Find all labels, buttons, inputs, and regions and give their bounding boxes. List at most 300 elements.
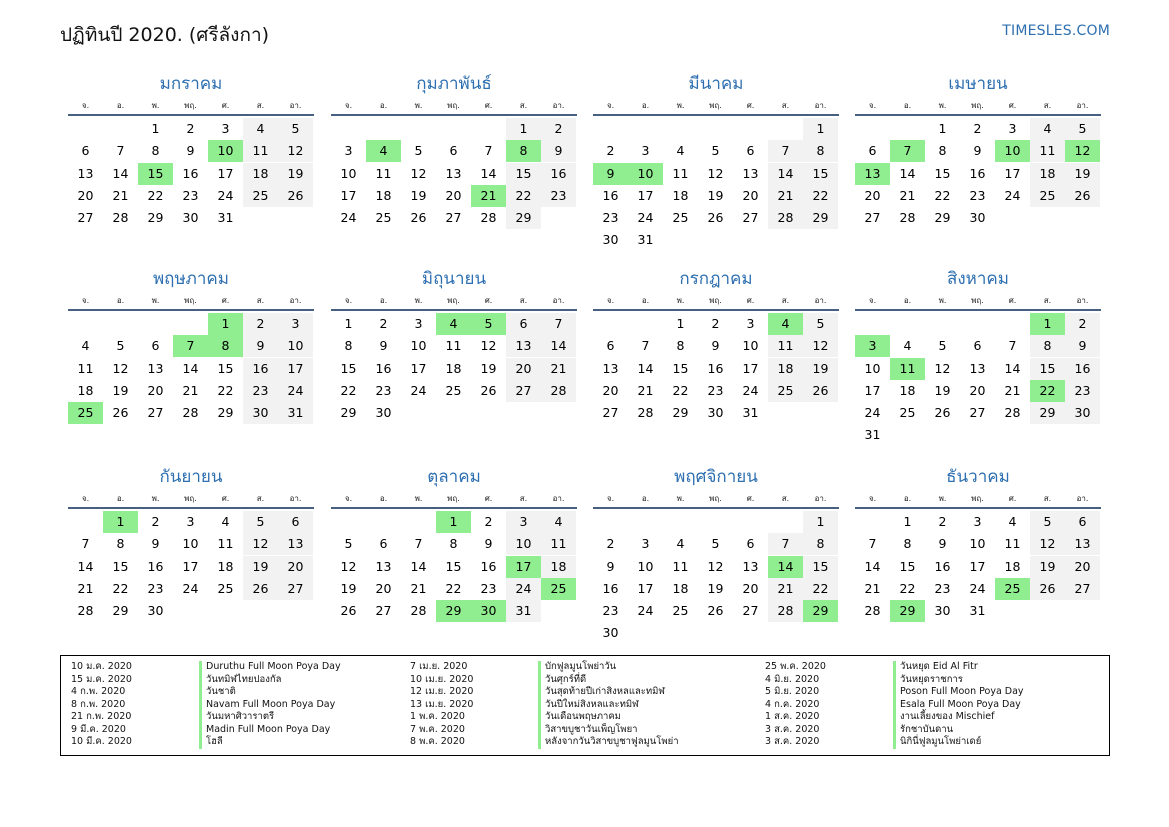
day-cell: 13 xyxy=(855,163,890,185)
day-cell: 16 xyxy=(707,360,724,376)
holiday-name: Navam Full Moon Poya Day xyxy=(199,699,335,712)
day-cell: 14 xyxy=(112,165,129,181)
day-cell: 4 xyxy=(676,143,685,159)
day-cell xyxy=(278,600,313,622)
day-cell: 16 xyxy=(480,558,497,574)
day-cell: 22 xyxy=(803,578,838,600)
day-cell: 18 xyxy=(672,187,689,203)
month-name: กันยายน xyxy=(159,467,223,487)
holiday-item xyxy=(410,661,679,674)
holiday-date: 7 เม.ย. 2020 xyxy=(410,661,468,672)
weekday-label: จ. xyxy=(81,100,90,110)
month-name: กุมภาพันธ์ xyxy=(416,74,492,94)
day-cell: 26 xyxy=(934,405,951,421)
day-cell: 23 xyxy=(934,580,951,596)
weekday-label: อา. xyxy=(814,295,827,305)
day-cell xyxy=(663,229,698,251)
day-cell: 12 xyxy=(410,165,427,181)
day-cell: 20 xyxy=(77,187,94,203)
day-cell: 11 xyxy=(1004,536,1021,552)
day-cell: 3 xyxy=(344,143,353,159)
day-cell: 13 xyxy=(77,165,94,181)
day-cell: 6 xyxy=(151,338,160,354)
day-cell: 3 xyxy=(1008,121,1017,136)
day-cell: 23 xyxy=(480,580,497,596)
day-cell: 5 xyxy=(938,338,947,354)
holiday-item xyxy=(71,736,341,749)
day-cell xyxy=(593,313,628,335)
day-cell: 6 xyxy=(868,143,877,159)
day-cell: 21 xyxy=(768,185,803,207)
day-cell: 28 xyxy=(864,603,881,619)
day-cell: 23 xyxy=(969,187,986,203)
week-row xyxy=(855,313,1101,335)
day-cell: 15 xyxy=(340,360,357,376)
weekday-label: พ. xyxy=(676,493,685,503)
day-cell: 2 xyxy=(541,118,576,140)
day-cell: 31 xyxy=(864,427,881,443)
month-name: มิถุนายน xyxy=(421,269,487,289)
day-cell: 11 xyxy=(77,360,94,376)
day-cell: 27 xyxy=(742,603,759,619)
day-cell: 8 xyxy=(208,335,243,357)
day-cell: 29 xyxy=(147,210,164,226)
day-cell: 25 xyxy=(768,380,803,402)
holiday-name: วันหยุด Eid Al Fitr xyxy=(893,661,978,674)
day-cell: 31 xyxy=(969,603,986,619)
weekday-label: อ. xyxy=(641,100,650,110)
weekday-label: พฤ. xyxy=(971,493,984,503)
day-cell: 22 xyxy=(340,382,357,398)
day-cell: 9 xyxy=(938,536,947,552)
day-cell: 11 xyxy=(890,358,925,380)
day-cell: 5 xyxy=(1065,118,1100,140)
month-name: สิงหาคม xyxy=(946,269,1009,289)
day-cell: 30 xyxy=(602,232,619,248)
week-row xyxy=(855,185,1101,207)
day-cell: 19 xyxy=(1030,556,1065,578)
week-row xyxy=(331,600,577,622)
weekday-label: ส. xyxy=(519,493,528,503)
day-cell: 19 xyxy=(803,358,838,380)
day-cell: 25 xyxy=(1030,185,1065,207)
day-cell: 29 xyxy=(672,405,689,421)
holiday-date: 1 ส.ค. 2020 xyxy=(765,711,820,722)
day-cell: 1 xyxy=(903,514,912,529)
day-cell: 15 xyxy=(138,163,173,185)
day-cell: 27 xyxy=(375,603,392,619)
day-cell: 26 xyxy=(1065,185,1100,207)
month-name: ธันวาคม xyxy=(946,467,1010,487)
weekday-label: อ. xyxy=(903,493,912,503)
weekday-label: อา. xyxy=(1076,100,1089,110)
month-name: พฤศจิกายน xyxy=(674,467,758,487)
day-cell: 4 xyxy=(541,511,576,533)
month-block xyxy=(855,267,1101,447)
day-cell: 11 xyxy=(768,335,803,357)
day-cell: 16 xyxy=(934,558,951,574)
holiday-name: วันปีใหม่สิงหลและทมิฬ xyxy=(538,699,639,712)
holiday-date: 7 พ.ค. 2020 xyxy=(410,723,465,735)
weekday-header xyxy=(855,96,1101,116)
day-cell xyxy=(855,313,890,335)
day-cell: 12 xyxy=(1030,533,1065,555)
week-row xyxy=(331,335,577,357)
holiday-name: วิสาขบูชาวันเพ็ญโพยา xyxy=(538,724,637,737)
weekday-label: ศ. xyxy=(746,295,755,305)
day-cell: 20 xyxy=(147,382,164,398)
day-cell: 1 xyxy=(344,316,353,331)
day-cell: 8 xyxy=(803,533,838,555)
day-cell: 20 xyxy=(742,187,759,203)
week-row xyxy=(855,163,1101,185)
day-cell: 18 xyxy=(1030,163,1065,185)
day-cell xyxy=(890,424,925,446)
week-row xyxy=(593,533,839,555)
day-cell: 15 xyxy=(506,163,541,185)
weekday-label: ส. xyxy=(1043,493,1052,503)
holiday-name: โฮลี xyxy=(199,736,223,749)
day-cell xyxy=(173,313,208,335)
day-cell: 25 xyxy=(995,578,1030,600)
holiday-name: วันศุกร์ที่ดี xyxy=(538,674,586,687)
week-row xyxy=(855,511,1101,533)
day-cell xyxy=(855,118,890,140)
day-cell: 24 xyxy=(217,187,234,203)
weekday-label: อา. xyxy=(289,295,302,305)
day-cell: 20 xyxy=(969,382,986,398)
day-cell: 29 xyxy=(217,405,234,421)
day-cell: 4 xyxy=(81,338,90,354)
weekday-label: อ. xyxy=(641,493,650,503)
week-row xyxy=(331,380,577,402)
day-cell: 5 xyxy=(278,118,313,140)
day-cell: 19 xyxy=(707,580,724,596)
weekday-label: ศ. xyxy=(221,295,230,305)
holiday-item xyxy=(410,711,679,724)
day-cell: 31 xyxy=(742,405,759,421)
week-row xyxy=(855,600,1101,622)
holiday-item xyxy=(71,686,341,699)
day-cell: 8 xyxy=(116,536,125,552)
day-cell: 11 xyxy=(672,165,689,181)
day-cell xyxy=(506,402,541,424)
day-cell: 22 xyxy=(506,185,541,207)
week-row xyxy=(331,207,577,229)
holiday-item xyxy=(71,711,341,724)
day-cell xyxy=(103,118,138,140)
day-cell: 9 xyxy=(606,558,615,574)
month-block xyxy=(331,267,577,424)
day-cell: 12 xyxy=(243,533,278,555)
weekday-header xyxy=(331,489,577,509)
month-name: เมษายน xyxy=(948,74,1008,94)
holiday-date: 12 เม.ย. 2020 xyxy=(410,686,474,697)
weekday-header xyxy=(855,489,1101,509)
day-cell: 26 xyxy=(410,210,427,226)
day-cell: 9 xyxy=(593,163,628,185)
day-cell: 21 xyxy=(410,580,427,596)
day-cell xyxy=(698,622,733,644)
week-row xyxy=(855,358,1101,380)
weekday-label: พ. xyxy=(938,100,947,110)
day-cell xyxy=(733,229,768,251)
day-cell: 28 xyxy=(541,380,576,402)
weekday-label: ส. xyxy=(781,295,790,305)
day-cell: 9 xyxy=(1065,335,1100,357)
month-block xyxy=(593,267,839,424)
day-cell: 12 xyxy=(340,558,357,574)
day-cell: 22 xyxy=(1030,380,1065,402)
day-cell: 31 xyxy=(278,402,313,424)
day-cell: 4 xyxy=(243,118,278,140)
page-title: ปฏิทินปี 2020. (ศรีลังกา) xyxy=(60,24,270,46)
week-row xyxy=(331,118,577,140)
day-cell: 4 xyxy=(768,313,803,335)
day-cell xyxy=(541,207,576,229)
day-cell: 5 xyxy=(344,536,353,552)
day-cell xyxy=(698,118,733,140)
day-cell: 4 xyxy=(221,514,230,529)
day-cell xyxy=(803,402,838,424)
day-cell: 11 xyxy=(445,338,462,354)
week-row xyxy=(855,118,1101,140)
day-cell: 3 xyxy=(186,514,195,529)
day-cell: 3 xyxy=(855,335,890,357)
day-cell: 15 xyxy=(672,360,689,376)
week-row xyxy=(331,402,577,424)
holiday-date: 10 ม.ค. 2020 xyxy=(71,661,132,672)
day-cell: 2 xyxy=(938,514,947,529)
week-row xyxy=(331,556,577,578)
holiday-name: วันหยุดราชการ xyxy=(893,674,963,687)
day-cell: 14 xyxy=(899,165,916,181)
day-cell: 28 xyxy=(768,600,803,622)
day-cell xyxy=(733,118,768,140)
day-cell: 7 xyxy=(484,143,493,159)
day-cell: 10 xyxy=(637,558,654,574)
day-cell: 16 xyxy=(969,165,986,181)
day-cell xyxy=(541,402,576,424)
day-cell xyxy=(698,511,733,533)
day-cell: 5 xyxy=(116,338,125,354)
weekday-label: อ. xyxy=(116,100,125,110)
day-cell: 30 xyxy=(471,600,506,622)
week-row xyxy=(68,578,314,600)
day-cell: 25 xyxy=(899,405,916,421)
day-cell: 15 xyxy=(934,165,951,181)
weekday-label: ส. xyxy=(256,493,265,503)
week-row xyxy=(593,380,839,402)
day-cell xyxy=(593,118,628,140)
week-row xyxy=(331,185,577,207)
day-cell: 25 xyxy=(217,580,234,596)
day-cell: 15 xyxy=(803,556,838,578)
day-cell: 22 xyxy=(803,185,838,207)
day-cell: 28 xyxy=(768,207,803,229)
day-cell: 16 xyxy=(602,580,619,596)
day-cell: 29 xyxy=(112,603,129,619)
day-cell xyxy=(960,424,995,446)
weekday-label: พฤ. xyxy=(447,493,460,503)
day-cell: 4 xyxy=(903,338,912,354)
weekday-label: พ. xyxy=(151,295,160,305)
day-cell: 14 xyxy=(637,360,654,376)
weekday-label: อา. xyxy=(552,493,565,503)
day-cell: 23 xyxy=(602,603,619,619)
day-cell: 30 xyxy=(707,405,724,421)
holiday-item xyxy=(71,661,341,674)
weekday-label: ส. xyxy=(1043,295,1052,305)
day-cell: 18 xyxy=(243,163,278,185)
day-cell: 25 xyxy=(541,578,576,600)
day-cell: 28 xyxy=(182,405,199,421)
holiday-item xyxy=(765,686,1024,699)
day-cell: 21 xyxy=(768,578,803,600)
day-cell: 16 xyxy=(243,358,278,380)
day-cell xyxy=(628,622,663,644)
day-cell: 22 xyxy=(112,580,129,596)
weekday-label: ศ. xyxy=(221,100,230,110)
holiday-item xyxy=(765,674,1024,687)
holiday-column xyxy=(765,661,1024,749)
holiday-item xyxy=(71,674,341,687)
week-row xyxy=(593,229,839,251)
weekday-label: พฤ. xyxy=(709,493,722,503)
weekday-label: จ. xyxy=(868,100,877,110)
day-cell: 20 xyxy=(375,580,392,596)
day-cell: 9 xyxy=(243,335,278,357)
day-cell: 2 xyxy=(606,143,615,159)
weekday-label: พ. xyxy=(676,295,685,305)
day-cell xyxy=(855,511,890,533)
day-cell: 10 xyxy=(410,338,427,354)
day-cell xyxy=(925,424,960,446)
day-cell: 16 xyxy=(147,558,164,574)
holiday-date: 4 ก.พ. 2020 xyxy=(71,686,126,697)
day-cell: 29 xyxy=(803,600,838,622)
day-cell: 24 xyxy=(278,380,313,402)
day-cell: 21 xyxy=(471,185,506,207)
day-cell: 5 xyxy=(243,511,278,533)
day-cell: 19 xyxy=(112,382,129,398)
day-cell: 14 xyxy=(182,360,199,376)
day-cell: 11 xyxy=(672,558,689,574)
holiday-list xyxy=(60,655,1110,756)
day-cell: 26 xyxy=(278,185,313,207)
day-cell: 8 xyxy=(449,536,458,552)
weekday-label: พ. xyxy=(151,493,160,503)
day-cell: 1 xyxy=(151,121,160,136)
day-cell: 7 xyxy=(641,338,650,354)
weekday-label: จ. xyxy=(606,100,615,110)
day-cell: 10 xyxy=(208,140,243,162)
day-cell: 18 xyxy=(768,358,803,380)
weekday-label: พ. xyxy=(938,493,947,503)
day-cell: 30 xyxy=(375,405,392,421)
weekday-label: อ. xyxy=(641,295,650,305)
holiday-name: วันชาติ xyxy=(199,686,236,699)
day-cell xyxy=(243,600,278,622)
day-cell: 28 xyxy=(112,210,129,226)
weekday-header xyxy=(68,291,314,311)
day-cell: 19 xyxy=(278,163,313,185)
day-cell xyxy=(366,118,401,140)
weekday-label: พ. xyxy=(938,295,947,305)
day-cell xyxy=(663,118,698,140)
day-cell: 14 xyxy=(768,556,803,578)
day-cell: 17 xyxy=(278,358,313,380)
day-cell: 5 xyxy=(711,536,720,552)
day-cell: 31 xyxy=(637,232,654,248)
day-cell: 12 xyxy=(278,140,313,162)
week-row xyxy=(855,335,1101,357)
weekday-label: ส. xyxy=(781,100,790,110)
day-cell: 29 xyxy=(436,600,471,622)
day-cell: 2 xyxy=(606,536,615,552)
day-cell: 18 xyxy=(77,382,94,398)
weekday-label: จ. xyxy=(868,295,877,305)
weekday-label: อ. xyxy=(116,295,125,305)
week-row xyxy=(68,402,314,424)
weekday-label: จ. xyxy=(344,100,353,110)
day-cell: 1 xyxy=(436,511,471,533)
day-cell: 29 xyxy=(1030,402,1065,424)
day-cell: 13 xyxy=(602,360,619,376)
day-cell: 11 xyxy=(243,140,278,162)
day-cell: 1 xyxy=(803,118,838,140)
weekday-label: อ. xyxy=(379,295,388,305)
day-cell: 24 xyxy=(969,580,986,596)
day-cell: 27 xyxy=(77,210,94,226)
day-cell: 7 xyxy=(768,140,803,162)
week-row xyxy=(593,622,839,644)
day-cell xyxy=(995,313,1030,335)
day-cell: 6 xyxy=(746,536,755,552)
day-cell: 8 xyxy=(938,143,947,159)
week-row xyxy=(331,511,577,533)
day-cell: 10 xyxy=(278,335,313,357)
holiday-date: 21 ก.พ. 2020 xyxy=(71,711,132,722)
day-cell: 3 xyxy=(641,536,650,552)
day-cell: 9 xyxy=(973,143,982,159)
day-cell: 17 xyxy=(864,382,881,398)
day-cell: 18 xyxy=(899,382,916,398)
day-cell: 13 xyxy=(506,335,541,357)
holiday-name: Esala Full Moon Poya Day xyxy=(893,699,1021,712)
site-link[interactable]: TIMESLES.COM xyxy=(1002,23,1110,39)
day-cell xyxy=(401,118,436,140)
day-cell xyxy=(1065,600,1100,622)
day-cell: 13 xyxy=(147,360,164,376)
day-cell: 27 xyxy=(445,210,462,226)
weekday-label: ส. xyxy=(256,100,265,110)
month-name: มกราคม xyxy=(159,74,223,94)
week-row xyxy=(855,207,1101,229)
weekday-label: ศ. xyxy=(746,493,755,503)
holiday-item xyxy=(410,736,679,749)
holiday-item xyxy=(410,674,679,687)
weekday-header xyxy=(593,96,839,116)
day-cell xyxy=(1030,600,1065,622)
day-cell: 28 xyxy=(77,603,94,619)
day-cell: 5 xyxy=(803,313,838,335)
day-cell: 27 xyxy=(864,210,881,226)
day-cell: 4 xyxy=(1008,514,1017,529)
week-row xyxy=(593,207,839,229)
day-cell xyxy=(331,511,366,533)
week-row xyxy=(593,358,839,380)
